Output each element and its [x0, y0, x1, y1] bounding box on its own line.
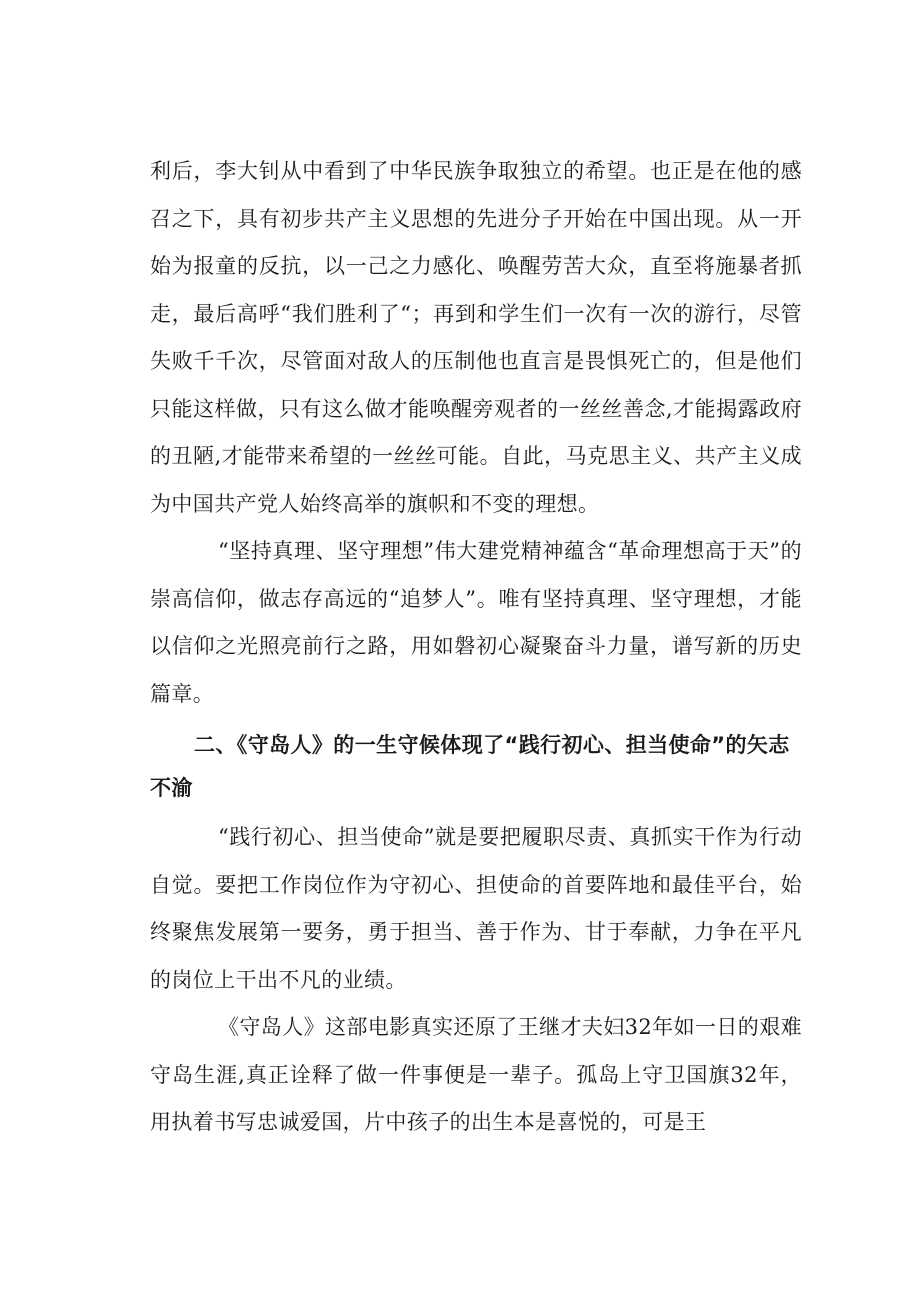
section-heading-island-guardian: 二、《守岛人》的一生守候体现了“践行初心、担当使命”的矢志不渝	[150, 733, 790, 800]
paragraph-truth-and-ideals: “坚持真理、坚守理想”伟大建党精神蕴含“革命理想高于天”的崇高信仰，做志存高远的“追梦人”。唯有坚持真理、坚守理想，才能以信仰之光照亮前行之路，用如磐初心凝聚奋斗力量，谱写新的历史篇章。	[150, 539, 802, 706]
document-page	[150, 148, 802, 1147]
paragraph-li-dazhao-continuation: 利后，李大钊从中看到了中华民族争取独立的希望。也正是在他的感召之下，具有初步共产主义思想的先进分子开始在中国出现。从一开始为报童的反抗，以一己之力感化、唤醒劳苦大众，直至将施暴者抓走，最后高呼“我们胜利了“；再到和学生们一次有一次的游行，尽管失败千千次，尽管面对敌人的压制他也直言是畏惧死亡的，但是他们只能这样做，只有这么做才能唤醒旁观者的一丝丝善念,才能揭露政府的丑陋,才能带来希望的一丝丝可能。自此，马克思主义、共产主义成为中国共产党人始终高举的旗帜和不变的理想。	[150, 159, 802, 516]
paragraph-island-guardian-film: 《守岛人》这部电影真实还原了王继才夫妇32年如一日的艰难守岛生涯,真正诠释了做一件事便是一辈子。孤岛上守卫国旗32年，用执着书写忠诚爱国，片中孩子的出生本是喜悦的，可是王	[150, 1015, 802, 1134]
paragraph-practice-original-mission: “践行初心、担当使命”就是要把履职尽责、真抓实干作为行动自觉。要把工作岗位作为守初心、担使命的首要阵地和最佳平台，始终聚焦发展第一要务，勇于担当、善于作为、甘于奉献，力争在平凡的岗位上干出不凡的业绩。	[150, 825, 802, 992]
